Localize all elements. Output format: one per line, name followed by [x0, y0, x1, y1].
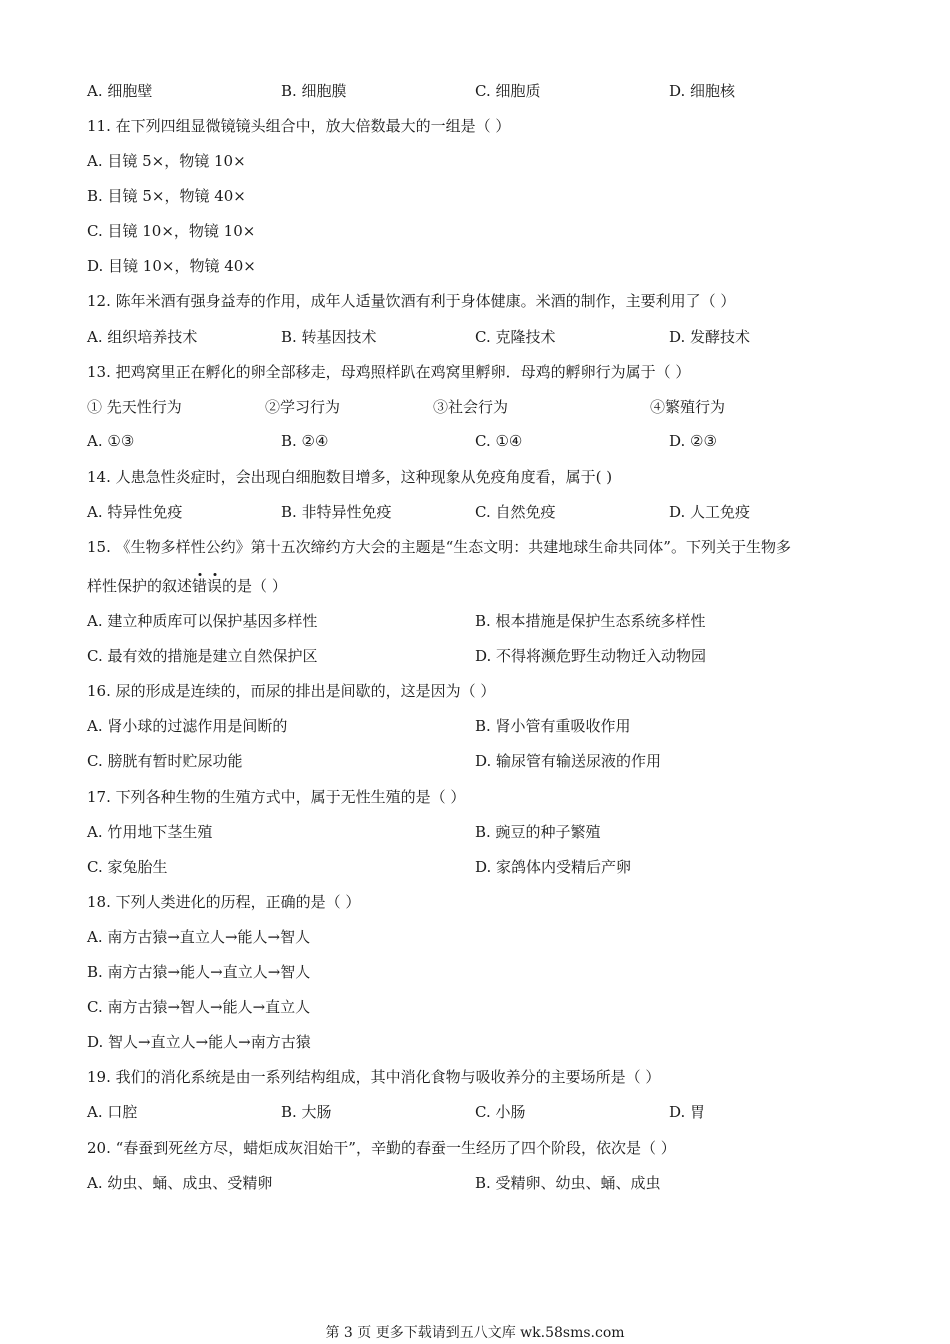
q13-behavior-3: ③社会行为	[433, 398, 509, 416]
q17-option-b: B. 豌豆的种子繁殖	[475, 823, 601, 841]
q16-option-a: A. 肾小球的过滤作用是间断的	[87, 717, 288, 735]
q13-option-a: A. ①③	[87, 432, 135, 450]
q12-option-a: A. 组织培养技术	[87, 328, 198, 346]
q14-stem: 14. 人患急性炎症时，会出现白细胞数目增多，这种现象从免疫角度看，属于( )	[87, 468, 613, 486]
q11-stem: 11. 在下列四组显微镜镜头组合中，放大倍数最大的一组是（ ）	[87, 117, 511, 135]
q15-option-b: B. 根本措施是保护生态系统多样性	[475, 612, 706, 630]
q15-stem-post: 的是（ ）	[222, 577, 287, 595]
q12-stem: 12. 陈年米酒有强身益寿的作用，成年人适量饮酒有利于身体健康。米酒的制作，主要利用了（ ）	[87, 292, 736, 310]
q20-option-b: B. 受精卵、幼虫、蛹、成虫	[475, 1174, 661, 1192]
q15-option-a: A. 建立种质库可以保护基因多样性	[87, 612, 318, 630]
q11-option-c: C. 目镜 10×，物镜 10×	[87, 222, 256, 240]
q18-option-d: D. 智人→直立人→能人→南方古猿	[87, 1033, 311, 1051]
q19-option-d: D. 胃	[669, 1103, 706, 1121]
q16-option-b: B. 肾小管有重吸收作用	[475, 717, 631, 735]
q13-option-b: B. ②④	[281, 432, 329, 450]
q10-option-a: A. 细胞壁	[87, 82, 153, 100]
q17-option-a: A. 竹用地下茎生殖	[87, 823, 213, 841]
q15-stem-pre: 样性保护的叙述	[87, 577, 193, 595]
q18-stem: 18. 下列人类进化的历程，正确的是（ ）	[87, 893, 361, 911]
q15-option-c: C. 最有效的措施是建立自然保护区	[87, 647, 318, 665]
q10-option-d: D. 细胞核	[669, 82, 736, 100]
q13-behavior-4: ④繁殖行为	[650, 398, 726, 416]
q14-option-a: A. 特异性免疫	[87, 503, 183, 521]
q15-emphasis-char-1: 错	[192, 577, 208, 595]
q17-option-d: D. 家鸽体内受精后产卵	[475, 858, 632, 876]
q14-option-c: C. 自然免疫	[475, 503, 556, 521]
q19-option-c: C. 小肠	[475, 1103, 526, 1121]
q18-option-a: A. 南方古猿→直立人→能人→智人	[87, 928, 311, 946]
q15-stem-line-1: 15. 《生物多样性公约》第十五次缔约方大会的主题是“生态文明：共建地球生命共同体”。下列关于生物多	[87, 538, 791, 556]
q12-option-b: B. 转基因技术	[281, 328, 377, 346]
q13-option-d: D. ②③	[669, 432, 717, 450]
q16-stem: 16. 尿的形成是连续的，而尿的排出是间歇的，这是因为（ ）	[87, 682, 496, 700]
q16-option-c: C. 膀胱有暂时贮尿功能	[87, 752, 243, 770]
q13-stem: 13. 把鸡窝里正在孵化的卵全部移走，母鸡照样趴在鸡窝里孵卵．母鸡的孵卵行为属于（ ）	[87, 363, 691, 381]
q15-option-d: D. 不得将濒危野生动物迁入动物园	[475, 647, 707, 665]
q10-option-b: B. 细胞膜	[281, 82, 347, 100]
page-footer: 第 3 页 更多下载请到五八文库 wk.58sms.com	[325, 1325, 625, 1341]
q15-emphasis-char-2: 误	[207, 577, 223, 595]
q12-option-d: D. 发酵技术	[669, 328, 751, 346]
q14-option-b: B. 非特异性免疫	[281, 503, 392, 521]
q10-option-c: C. 细胞质	[475, 82, 541, 100]
q11-option-a: A. 目镜 5×，物镜 10×	[87, 152, 246, 170]
q11-option-d: D. 目镜 10×，物镜 40×	[87, 257, 256, 275]
q14-option-d: D. 人工免疫	[669, 503, 751, 521]
q11-option-b: B. 目镜 5×，物镜 40×	[87, 187, 246, 205]
q15-stem-line-2	[87, 575, 287, 597]
q19-stem: 19. 我们的消化系统是由一系列结构组成，其中消化食物与吸收养分的主要场所是（ ）	[87, 1068, 661, 1086]
q20-stem: 20. “春蚕到死丝方尽，蜡炬成灰泪始干”，辛勤的春蚕一生经历了四个阶段，依次是（ ）	[87, 1139, 676, 1157]
q18-option-b: B. 南方古猿→能人→直立人→智人	[87, 963, 311, 981]
q13-option-c: C. ①④	[475, 432, 523, 450]
q13-behavior-2: ②学习行为	[265, 398, 341, 416]
q19-option-b: B. 大肠	[281, 1103, 332, 1121]
q17-option-c: C. 家兔胎生	[87, 858, 168, 876]
q18-option-c: C. 南方古猿→智人→能人→直立人	[87, 998, 311, 1016]
q17-stem: 17. 下列各种生物的生殖方式中，属于无性生殖的是（ ）	[87, 788, 466, 806]
q20-option-a: A. 幼虫、蛹、成虫、受精卵	[87, 1174, 273, 1192]
q16-option-d: D. 输尿管有输送尿液的作用	[475, 752, 662, 770]
q12-option-c: C. 克隆技术	[475, 328, 556, 346]
q19-option-a: A. 口腔	[87, 1103, 138, 1121]
q13-behavior-1: ① 先天性行为	[87, 398, 182, 416]
